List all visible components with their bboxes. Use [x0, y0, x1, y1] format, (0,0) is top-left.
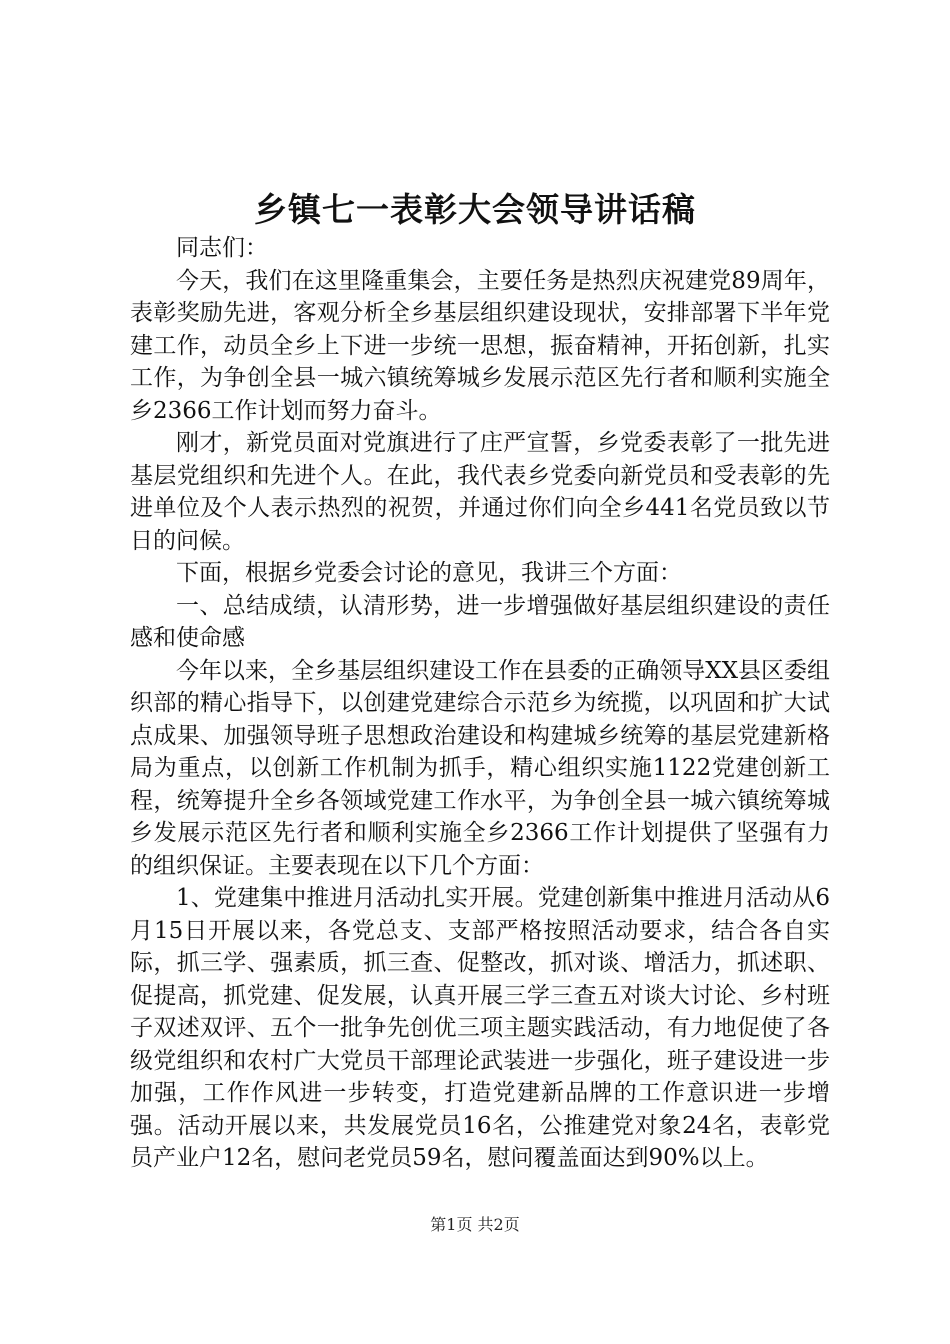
body-paragraph: 刚才，新党员面对党旗进行了庄严宣誓，乡党委表彰了一批先进基层党组织和先进个人。在此，我代表乡党委向新党员和受表彰的先进单位及个人表示热烈的祝贺，并通过你们向全乡441名党员致以节日的问候。 [130, 430, 830, 554]
body-paragraph: 今天，我们在这里隆重集会，主要任务是热烈庆祝建党89周年，表彰奖励先进，客观分析全乡基层组织建设现状，安排部署下半年党建工作，动员全乡上下进一步统一思想，振奋精神，开拓创新，扎实工作，为争创全县一城六镇统筹城乡发展示范区先行者和顺利实施全乡2366工作计划而努力奋斗。 [130, 267, 830, 424]
body-paragraph: 1、党建集中推进月活动扎实开展。党建创新集中推进月活动从6月15日开展以来，各党总支、支部严格按照活动要求，结合各自实际，抓三学、强素质，抓三查、促整改，抓对谈、增活力，抓述职、促提高，抓党建、促发展，认真开展三学三查五对谈大讨论、乡村班子双述双评、五个一批争先创优三项主题实践活动，有力地促使了各级党组织和农村广大党员干部理论武装进一步强化，班子建设进一步加强，工作作风进一步转变，打造党建新品牌的工作意识进一步增强。活动开展以来，共发展党员16名，公推建党对象24名，表彰党员产业户12名，慰问老党员59名，慰问覆盖面达到90%以上。 [130, 885, 830, 1171]
document-title: 乡镇七一表彰大会领导讲话稿 [254, 190, 696, 229]
body-paragraph: 今年以来，全乡基层组织建设工作在县委的正确领导XX县区委组织部的精心指导下，以创建党建综合示范乡为统揽，以巩固和扩大试点成果、加强领导班子思想政治建设和构建城乡统筹的基层党建新格局为重点，以创新工作机制为抓手，精心组织实施1122党建创新工程，统筹提升全乡各领域党建工作水平，为争创全县一城六镇统筹城乡发展示范区先行者和顺利实施全乡2366工作计划提供了坚强有力的组织保证。主要表现在以下几个方面： [130, 657, 830, 879]
salutation-paragraph: 同志们： [176, 235, 268, 261]
section-heading: 一、总结成绩，认清形势，进一步增强做好基层组织建设的责任感和使命感 [130, 592, 830, 651]
body-paragraph: 下面，根据乡党委会讨论的意见，我讲三个方面： [176, 560, 682, 586]
page-footer: 第1页 共2页 [430, 1215, 520, 1234]
document-body [130, 232, 830, 1175]
